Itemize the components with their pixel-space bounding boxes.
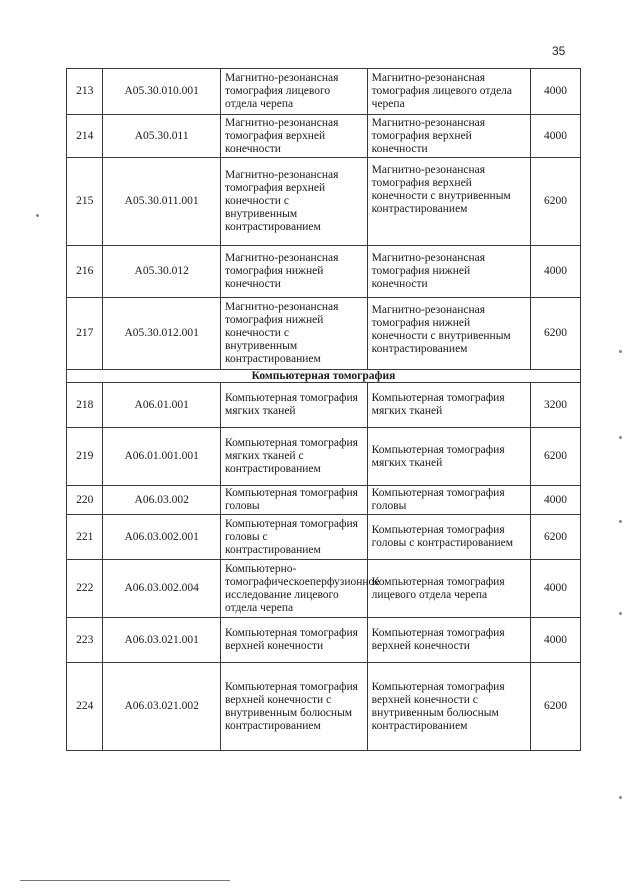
service-code: A06.03.002 [103,486,221,515]
page-number: 35 [552,44,566,58]
table-row [67,69,581,115]
service-price: 6200 [531,663,581,751]
service-description: Компьютерная томография лицевого отдела черепа [367,560,530,618]
scan-speck [619,436,622,439]
table-row [67,618,581,663]
service-code: A06.03.002.004 [103,560,221,618]
service-code: A06.03.021.002 [103,663,221,751]
row-number: 218 [67,383,103,428]
service-name: Компьютерная томография верхней конечности с внутривенным болюсным контрастированием [220,663,367,751]
service-description: Компьютерная томография мягких тканей [367,428,530,486]
service-description: Компьютерная томография верхней конечности [367,618,530,663]
row-number: 216 [67,246,103,298]
scan-speck [619,350,622,353]
service-code: A06.03.021.001 [103,618,221,663]
service-price: 6200 [531,515,581,560]
service-name: Магнитно-резонансная томография нижней конечности [220,246,367,298]
table-row [67,158,581,246]
row-number: 221 [67,515,103,560]
service-price: 4000 [531,560,581,618]
section-title: Компьютерная томография [67,370,581,383]
row-number: 213 [67,69,103,115]
table-row [67,560,581,618]
service-code: A06.01.001.001 [103,428,221,486]
service-name: Магнитно-резонансная томография верхней конечности с внутривенным контрастированием [220,158,367,246]
row-number: 219 [67,428,103,486]
service-code: A05.30.011.001 [103,158,221,246]
service-description: Магнитно-резонансная томография лицевого отдела черепа [367,69,530,115]
row-number: 220 [67,486,103,515]
row-number: 217 [67,298,103,370]
service-code: A05.30.012 [103,246,221,298]
table-row [67,428,581,486]
service-name: Компьютерная томография мягких тканей [220,383,367,428]
service-name: Компьютерная томография мягких тканей с контрастированием [220,428,367,486]
table-row [67,486,581,515]
service-name: Компьютерная томография головы [220,486,367,515]
service-price: 6200 [531,428,581,486]
service-price: 6200 [531,298,581,370]
price-list-table [66,68,581,751]
table-row [67,663,581,751]
service-code: A05.30.010.001 [103,69,221,115]
service-description: Магнитно-резонансная томография верхней конечности [367,115,530,158]
scan-speck [619,612,622,615]
service-name: Компьютерная томография головы с контрастированием [220,515,367,560]
service-description: Магнитно-резонансная томография верхней конечности с внутривенным контрастированием [367,158,530,246]
table-row [67,115,581,158]
service-description: Компьютерная томография головы с контрастированием [367,515,530,560]
table-row [67,246,581,298]
service-price: 3200 [531,383,581,428]
service-code: A05.30.011 [103,115,221,158]
service-price: 6200 [531,158,581,246]
scan-speck [619,520,622,523]
row-number: 223 [67,618,103,663]
page-bottom-rule [20,880,230,881]
service-description: Компьютерная томография мягких тканей [367,383,530,428]
row-number: 222 [67,560,103,618]
row-number: 215 [67,158,103,246]
service-description: Компьютерная томография головы [367,486,530,515]
scan-speck [36,214,39,217]
service-name: Магнитно-резонансная томография нижней конечности с внутривенным контрастированием [220,298,367,370]
service-code: A06.03.002.001 [103,515,221,560]
service-description: Магнитно-резонансная томография нижней конечности [367,246,530,298]
service-description: Магнитно-резонансная томография нижней конечности с внутривенным контрастированием [367,298,530,370]
service-name: Компьютерная томография верхней конечности [220,618,367,663]
service-price: 4000 [531,69,581,115]
service-price: 4000 [531,486,581,515]
scan-speck [619,796,622,799]
service-name: Магнитно-резонансная томография лицевого отдела черепа [220,69,367,115]
service-code: A05.30.012.001 [103,298,221,370]
table-row [67,383,581,428]
service-name: Магнитно-резонансная томография верхней конечности [220,115,367,158]
service-price: 4000 [531,246,581,298]
service-description: Компьютерная томография верхней конечности с внутривенным болюсным контрастированием [367,663,530,751]
table-row [67,515,581,560]
row-number: 224 [67,663,103,751]
service-price: 4000 [531,618,581,663]
section-header-row [67,370,581,383]
service-price: 4000 [531,115,581,158]
table-row [67,298,581,370]
service-name: Компьютерно-томографическоеперфузионное исследование лицевого отдела черепа [220,560,367,618]
row-number: 214 [67,115,103,158]
service-code: A06.01.001 [103,383,221,428]
